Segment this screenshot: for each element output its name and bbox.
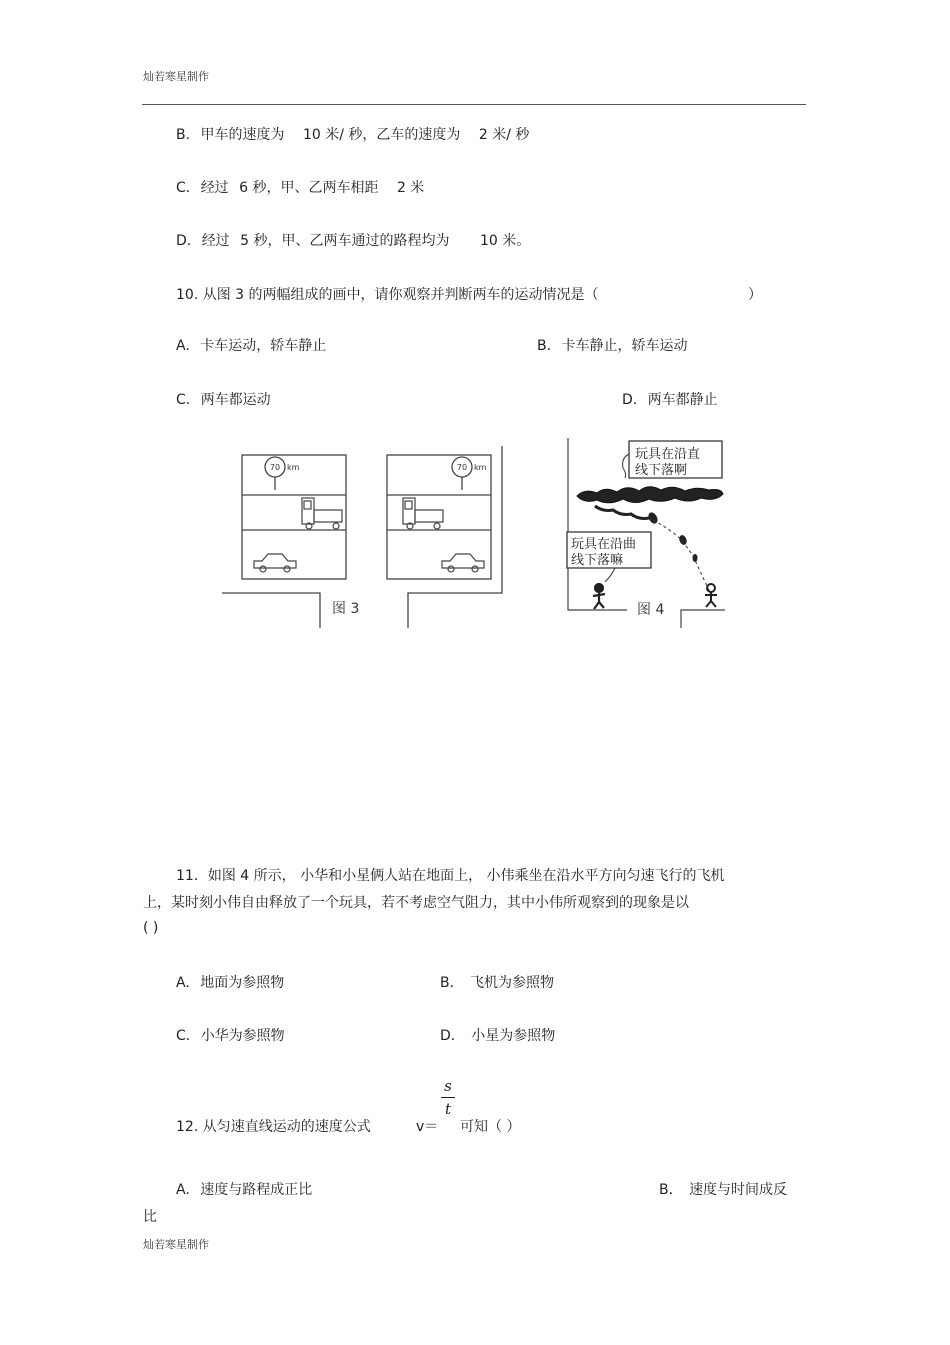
q9-option-c <box>176 177 424 197</box>
q10-stem: 10. 从图 3 的两幅组成的画中，请你观察并判断两车的运动情况是（ <box>176 287 599 303</box>
figure-3 <box>220 446 510 628</box>
q12-stem: 12. 从匀速直线运动的速度公式 <box>176 1119 371 1135</box>
q12-formula-denominator: t <box>444 1100 452 1118</box>
q9-option-d-text3: 10 米。 <box>479 233 531 249</box>
q12-stem-tail: 可知（ ） <box>460 1119 521 1135</box>
q11-option-a-letter: A. <box>176 975 190 991</box>
q11-option-d-text: 小星为参照物 <box>471 1028 556 1044</box>
q12-option-b[interactable] <box>659 1179 787 1199</box>
fig3-left-car <box>254 554 296 572</box>
fig4-person-xiaohua <box>593 584 605 609</box>
fig3-right-truck <box>403 498 443 529</box>
q11-option-b-letter: B． <box>440 975 464 991</box>
fig4-person-xiaoxing <box>705 584 717 607</box>
q10-option-a-letter: A. <box>176 338 190 354</box>
fig3-right-speed-sign <box>452 457 487 490</box>
q12-formula-lhs: v＝ <box>416 1119 439 1135</box>
q12-option-a-text: 速度与路程成正比 <box>200 1182 313 1198</box>
fig3-left-sign-number: 70 <box>269 463 281 472</box>
q11-option-c-text: 小华为参照物 <box>200 1028 285 1044</box>
q10-stem-close: ） <box>748 287 762 303</box>
q10-option-a[interactable] <box>176 335 326 355</box>
q9-option-c-text1: 经过 <box>200 180 229 196</box>
q11-option-b-text: 飞机为参照物 <box>470 975 555 991</box>
q10-option-b[interactable] <box>537 335 688 355</box>
q11-option-b[interactable] <box>440 972 554 992</box>
q10-option-d-letter: D. <box>622 392 638 408</box>
q11-option-a-text: 地面为参照物 <box>200 975 285 991</box>
q9-option-d <box>176 230 530 250</box>
q9-option-d-letter: D. <box>176 233 192 249</box>
figure-4-label: 图 4 <box>637 602 665 618</box>
header-rule <box>142 104 806 105</box>
q10-option-d[interactable] <box>622 389 718 409</box>
figure-4 <box>565 436 730 628</box>
q12-formula-numerator: s <box>444 1077 452 1095</box>
fig3-left-truck <box>302 498 342 529</box>
fig4-toy-path <box>647 511 710 592</box>
fig4-bottom-bubble-line2: 线下落嘛 <box>571 553 624 568</box>
q9-option-c-text2: 6 秒，甲、乙两车相距 <box>239 180 379 196</box>
fig4-bottom-bubble <box>567 532 651 582</box>
figure-3-label: 图 3 <box>332 601 360 617</box>
fig3-right-sign-number: 70 <box>456 463 468 472</box>
q11-stem-line1: 11．如图 4 所示， 小华和小星俩人站在地面上， 小伟乘坐在沿水平方向匀速飞行的飞机 <box>176 868 725 884</box>
q9-option-b-letter: B. <box>176 127 191 143</box>
fig4-bottom-bubble-line1: 玩具在沿曲 <box>571 537 637 552</box>
q10-option-c[interactable] <box>176 389 271 409</box>
fig3-left-speed-sign <box>265 457 300 490</box>
q11-option-c-letter: C. <box>176 1028 191 1044</box>
q9-option-b <box>176 124 529 144</box>
q10-option-a-text: 卡车运动，轿车静止 <box>200 338 327 354</box>
q10-option-b-letter: B. <box>537 338 552 354</box>
q11-option-a[interactable] <box>176 972 284 992</box>
q10-option-b-text: 卡车静止，轿车运动 <box>561 338 688 354</box>
fig3-left-sign-unit: km <box>287 463 300 472</box>
q11-option-c[interactable] <box>176 1025 285 1045</box>
q9-option-b-text3: 2 米/ 秒 <box>478 127 530 143</box>
q12-fraction-bar <box>441 1097 455 1098</box>
q12-option-b-letter: B． <box>659 1182 683 1198</box>
q10-option-c-text: 两车都运动 <box>200 392 271 408</box>
q12-option-b-text: 速度与时间成反 <box>689 1182 788 1198</box>
q10-option-c-letter: C. <box>176 392 191 408</box>
q10-option-d-text: 两车都静止 <box>647 392 718 408</box>
q9-option-d-text2: 5 秒，甲、乙两车通过的路程均为 <box>240 233 450 249</box>
q9-option-b-text2: 10 米/ 秒，乙车的速度为 <box>302 127 461 143</box>
fig4-top-bubble <box>623 441 722 478</box>
q9-option-c-letter: C. <box>176 180 191 196</box>
fig3-right-sign-unit: km <box>474 463 487 472</box>
q9-option-d-text1: 经过 <box>201 233 230 249</box>
fig4-top-bubble-line1: 玩具在沿直 <box>635 447 701 462</box>
q9-option-b-text1: 甲车的速度为 <box>200 127 285 143</box>
q12-option-a[interactable] <box>176 1179 312 1199</box>
q11-option-d-letter: D． <box>440 1028 465 1044</box>
q9-option-c-text3: 2 米 <box>396 180 425 196</box>
fig4-top-bubble-line2: 线下落啊 <box>635 463 688 478</box>
page-footer: 灿若寒星制作 <box>143 1238 209 1251</box>
q12-option-b-wrap: 比 <box>143 1209 157 1225</box>
q12-formula-fraction <box>441 1077 455 1118</box>
q12-option-a-letter: A. <box>176 1182 190 1198</box>
fig3-right-car <box>442 554 484 572</box>
page-header: 灿若寒星制作 <box>143 70 209 83</box>
q11-option-d[interactable] <box>440 1025 555 1045</box>
q11-stem-line3: ( ) <box>143 920 159 936</box>
q11-stem-line2: 上，某时刻小伟自由释放了一个玩具，若不考虑空气阻力，其中小伟所观察到的现象是以 <box>143 895 689 911</box>
